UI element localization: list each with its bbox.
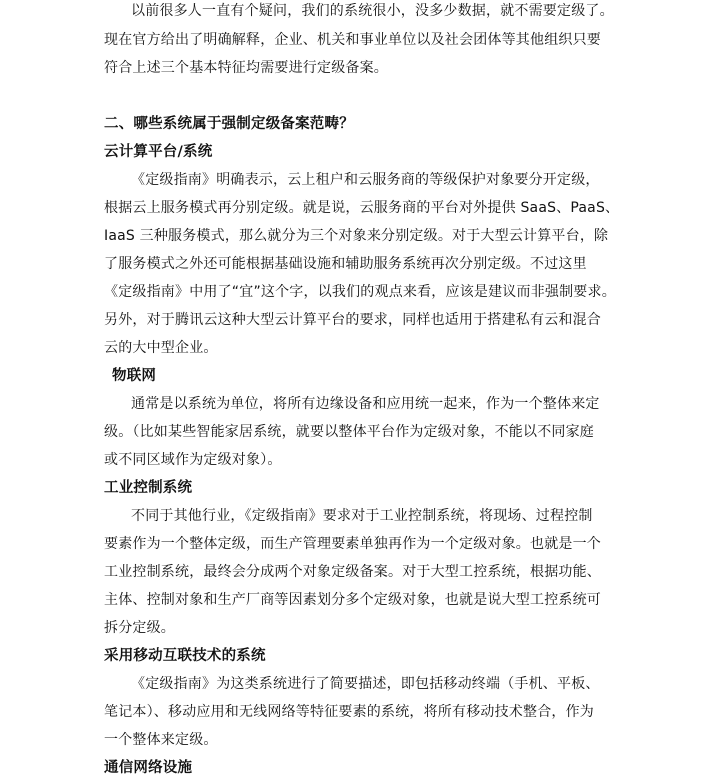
ics-line-2: 要素作为一个整体定级，而生产管理要素单独再作为一个定级对象。也就是一个: [104, 536, 601, 552]
intro-line-1: 以前很多人一直有个疑问，我们的系统很小，没多少数据，就不需要定级了。: [131, 3, 614, 19]
intro-line-3: 符合上述三个基本特征均需要进行定级备案。: [104, 60, 388, 76]
cloud-line-3: IaaS 三种服务模式，那么就分为三个对象来分别定级。对于大型云计算平台，除: [104, 228, 609, 244]
mobile-line-3: 一个整体来定级。: [104, 732, 218, 748]
iot-heading: 物联网: [112, 368, 157, 384]
section-heading-2: 二、哪些系统属于强制定级备案范畴？: [104, 116, 354, 132]
cloud-line-5: 《定级指南》中用了“宜”这个字，以我们的观点来看，应该是建议而非强制要求。: [104, 284, 616, 300]
ics-line-4: 主体、控制对象和生产厂商等因素划分多个定级对象，也就是说大型工控系统可: [104, 592, 601, 608]
ics-line-3: 工业控制系统，最终会分成两个对象定级备案。对于大型工控系统，根据功能、: [104, 564, 601, 580]
cloud-line-6: 另外，对于腾讯云这种大型云计算平台的要求，同样也适用于搭建私有云和混合: [104, 312, 601, 328]
iot-line-2: 级。（比如某些智能家居系统，就要以整体平台作为定级对象，不能以不同家庭: [104, 424, 594, 440]
intro-line-2: 现在官方给出了明确解释，企业、机关和事业单位以及社会团体等其他组织只要: [104, 32, 601, 48]
mobile-heading: 采用移动互联技术的系统: [104, 648, 266, 664]
iot-line-3: 或不同区域作为定级对象）。: [104, 452, 282, 468]
cloud-line-7: 云的大中型企业。: [104, 340, 218, 356]
mobile-line-1: 《定级指南》为这类系统进行了简要描述，即包括移动终端（手机、平板、: [131, 676, 600, 692]
ics-line-5: 拆分定级。: [104, 620, 175, 636]
ics-line-1: 不同于其他行业，《定级指南》要求对于工业控制系统，将现场、过程控制: [131, 508, 593, 524]
telecom-heading: 通信网络设施: [104, 760, 193, 776]
mobile-line-2: 笔记本）、移动应用和无线网络等特征要素的系统，将所有移动技术整合，作为: [104, 704, 594, 720]
iot-line-1: 通常是以系统为单位，将所有边缘设备和应用统一起来，作为一个整体来定: [131, 396, 600, 412]
cloud-line-1: 《定级指南》明确表示，云上租户和云服务商的等级保护对象要分开定级，: [131, 172, 600, 188]
ics-heading: 工业控制系统: [104, 480, 193, 496]
cloud-heading: 云计算平台/系统: [104, 144, 213, 160]
cloud-line-2: 根据云上服务模式再分别定级。就是说，云服务商的平台对外提供 SaaS、PaaS、: [104, 200, 620, 216]
cloud-line-4: 了服务模式之外还可能根据基础设施和辅助服务系统再次分别定级。不过这里: [104, 256, 587, 272]
